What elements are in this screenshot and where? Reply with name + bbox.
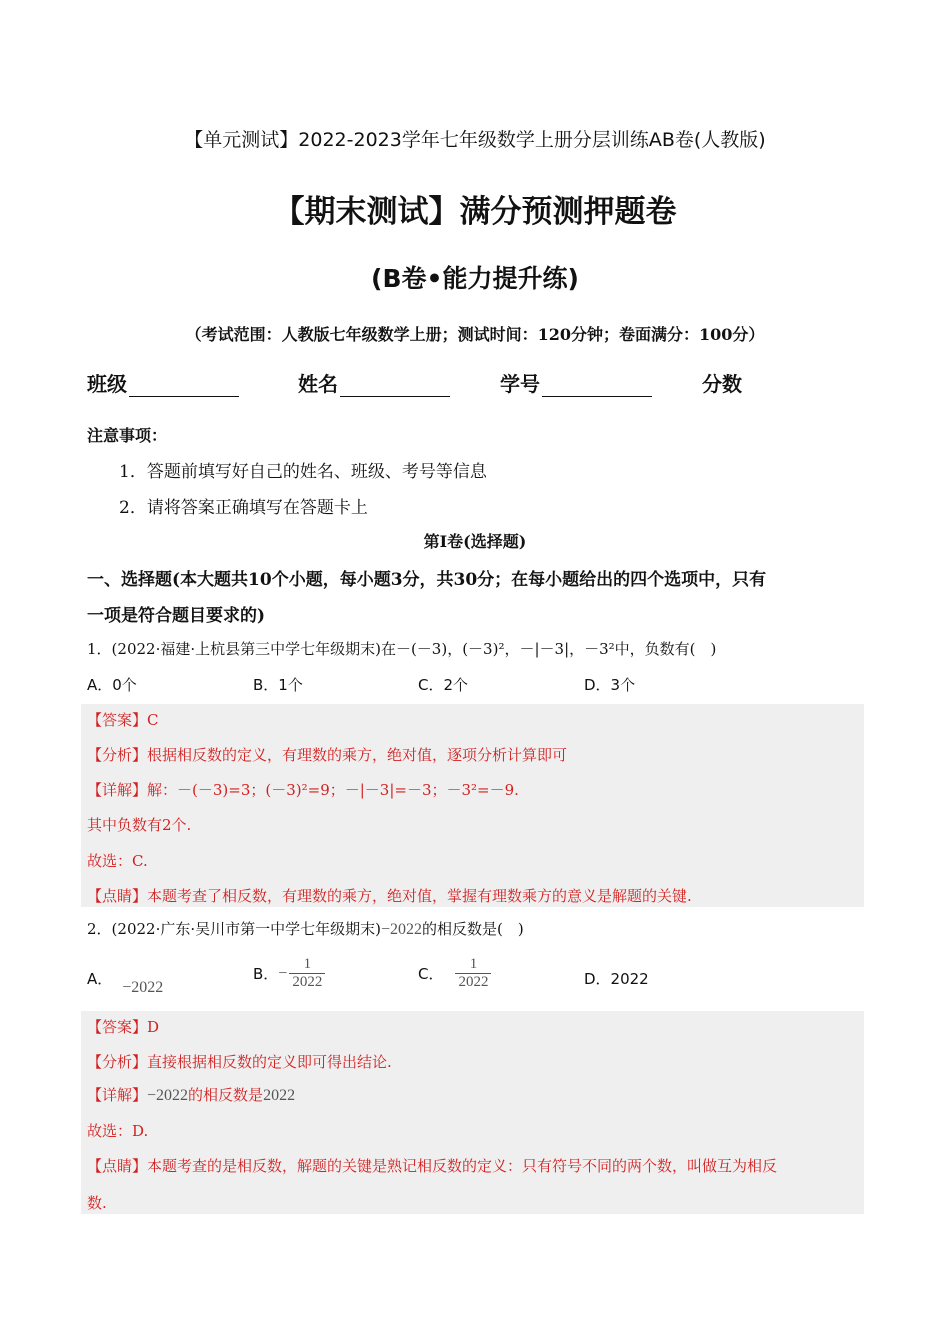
student-id-field[interactable] xyxy=(500,368,652,397)
q2-analysis: 【分析】直接根据相反数的定义即可得出结论. xyxy=(87,1053,392,1071)
class-field[interactable] xyxy=(87,368,239,397)
q2-solution-box xyxy=(81,1011,864,1214)
main-title: 【期末测试】满分预测押题卷 xyxy=(273,194,677,230)
q2-option-c-denominator: 2022 xyxy=(455,973,491,991)
class-label: 班级 xyxy=(87,372,127,396)
q2-option-b-sign: − xyxy=(278,964,288,982)
q2-option-b-label: B． xyxy=(253,965,279,983)
q2-option-b-fraction xyxy=(289,956,325,991)
q2-comment-cont: 数. xyxy=(87,1194,107,1212)
q2-option-a[interactable] xyxy=(87,968,164,996)
notes-title: 注意事项： xyxy=(87,426,168,445)
exam-info: （考试范围：人教版七年级数学上册；测试时间：120分钟；卷面满分：100分） xyxy=(185,325,765,344)
notes-item: 2．请将答案正确填写在答题卡上 xyxy=(119,498,368,518)
student-id-label: 学号 xyxy=(500,372,540,396)
q1-option-d[interactable]: D．3个 xyxy=(584,676,636,694)
q1-option-b[interactable]: B．1个 xyxy=(253,676,303,694)
q1-option-c[interactable]: C．2个 xyxy=(418,676,469,694)
notes-item: 1．答题前填写好自己的姓名、班级、考号等信息 xyxy=(119,462,487,482)
q1-analysis: 【分析】根据相反数的定义，有理数的乘方，绝对值，逐项分析计算即可 xyxy=(87,746,568,764)
class-blank[interactable] xyxy=(129,376,239,397)
q2-option-c[interactable] xyxy=(418,956,491,991)
q1-stem: 1．(2022·福建·上杭县第三中学七年级期末)在－(－3)，(－3)²，－|－3|，－3²中，负数有( ) xyxy=(87,640,717,658)
q2-stem-suffix: 的相反数是( ) xyxy=(422,920,524,938)
q1-choose: 故选：C. xyxy=(87,852,148,870)
part-title: 第I卷(选择题) xyxy=(423,532,527,551)
name-field[interactable] xyxy=(298,368,450,397)
series-title: 【单元测试】2022-2023学年七年级数学上册分层训练AB卷(人教版) xyxy=(184,129,766,151)
q2-choose: 故选：D. xyxy=(87,1122,149,1140)
q2-stem-prefix: 2．(2022·广东·吴川市第一中学七年级期末) xyxy=(87,920,381,938)
q2-detail xyxy=(87,1084,295,1105)
q2-stem xyxy=(87,918,524,939)
q2-option-b-numerator: 1 xyxy=(303,956,312,972)
q2-option-d[interactable]: D．2022 xyxy=(584,970,649,988)
q2-option-b-denominator: 2022 xyxy=(289,973,325,991)
q1-answer: 【答案】C xyxy=(87,711,159,729)
name-blank[interactable] xyxy=(340,376,450,397)
q2-option-c-label: C． xyxy=(418,965,444,983)
section-heading: 一、选择题(本大题共10个小题，每小题3分，共30分；在每小题给出的四个选项中，只有 xyxy=(87,570,767,590)
sub-title: (B卷•能力提升练) xyxy=(371,264,579,293)
q2-comment: 【点睛】本题考查的是相反数，解题的关键是熟记相反数的定义：只有符号不同的两个数，叫做互为相反 xyxy=(87,1157,778,1175)
q2-stem-value: −2022 xyxy=(380,921,422,938)
name-label: 姓名 xyxy=(298,372,338,396)
section-heading-cont: 一项是符合题目要求的) xyxy=(87,606,266,626)
q2-answer: 【答案】D xyxy=(87,1018,160,1036)
q2-detail-value1: −2022 xyxy=(147,1087,189,1104)
student-id-blank[interactable] xyxy=(542,376,652,397)
q1-solution-box xyxy=(81,704,864,907)
q2-option-a-value: −2022 xyxy=(122,979,164,996)
q1-detail: 【详解】解：－(－3)=3；(－3)²=9；－|－3|=－3；－3²=－9. xyxy=(87,781,519,799)
q2-option-a-label: A． xyxy=(87,970,113,988)
score-label: 分数 xyxy=(702,372,742,396)
q2-option-c-numerator: 1 xyxy=(469,956,478,972)
q1-comment: 【点睛】本题考查了相反数，有理数的乘方，绝对值，掌握有理数乘方的意义是解题的关键. xyxy=(87,887,692,905)
q1-option-a[interactable]: A．0个 xyxy=(87,676,137,694)
q2-option-c-fraction xyxy=(455,956,491,991)
q2-detail-prefix: 【详解】 xyxy=(87,1086,148,1104)
q2-detail-value2: 2022 xyxy=(263,1087,296,1104)
q2-detail-mid: 的相反数是 xyxy=(188,1086,264,1104)
q2-option-b[interactable] xyxy=(253,956,325,991)
q1-detail-cont: 其中负数有2个. xyxy=(87,816,192,834)
